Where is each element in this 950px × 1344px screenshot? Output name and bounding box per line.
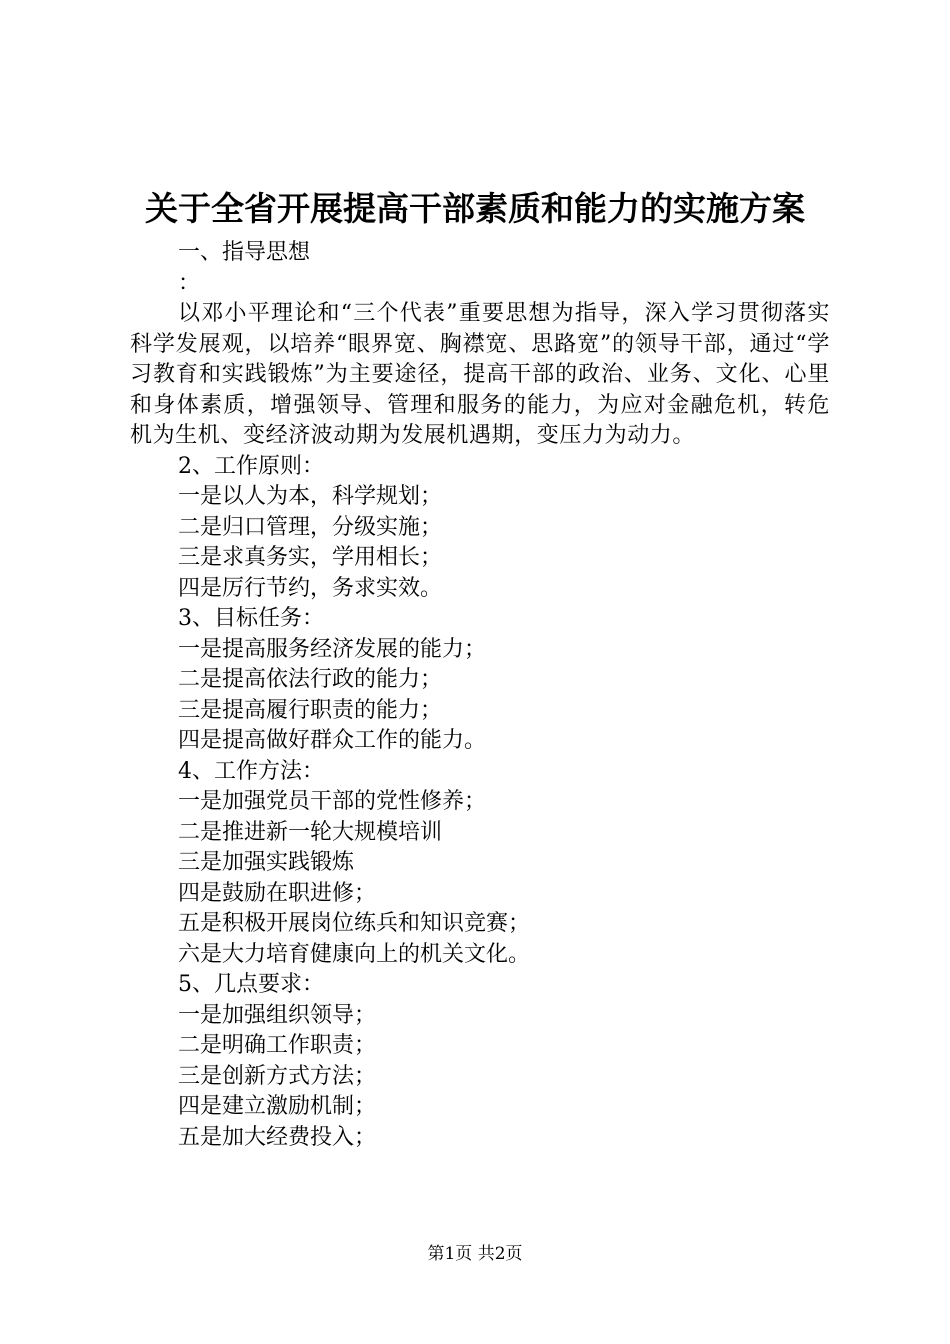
list-item: 一是提高服务经济发展的能力；	[178, 636, 487, 662]
guiding-ideology-paragraph: 以邓小平理论和“三个代表”重要思想为指导，深入学习贯彻落实科学发展观，以培养“眼界宽、胸襟宽、思路宽”的领导干部，通过“学习教育和实践锻炼”为主要途径，提高干部的政治、业务、文化、心里和身体素质，增强领导、管理和服务的能力，为应对金融危机，转危机为生机、变经济波动期为发展机遇期，变压力为动力。	[130, 301, 830, 448]
document-body	[130, 238, 830, 1153]
list-item: 一是以人为本，科学规划；	[178, 484, 443, 509]
list-item: 二是归口管理，分级实施；	[178, 514, 443, 540]
list-item: 三是加强实践锻炼	[178, 850, 355, 875]
list-item: 一是加强组织领导；	[178, 1002, 377, 1028]
list-item: 四是提高做好群众工作的能力。	[178, 728, 487, 753]
list-item: 五是积极开展岗位练兵和知识竞赛；	[178, 911, 531, 936]
list-item: 二是明确工作职责；	[178, 1033, 377, 1058]
document-title: 关于全省开展提高干部素质和能力的实施方案	[145, 189, 805, 228]
page-footer: 第1页 共2页	[427, 1244, 523, 1264]
list-item: 五是加大经费投入；	[178, 1124, 377, 1150]
list-item: 六是大力培育健康向上的机关文化。	[178, 941, 531, 967]
section-heading-work-principles: 2、工作原则：	[178, 453, 324, 479]
section-heading-goals-tasks: 3、目标任务：	[178, 606, 324, 631]
list-item: 三是求真务实，学用相长；	[178, 545, 443, 570]
list-item: 三是创新方式方法；	[178, 1063, 377, 1089]
list-item: 二是提高依法行政的能力；	[178, 667, 443, 692]
colon-line: ：	[178, 270, 201, 296]
list-item: 二是推进新一轮大规模培训	[178, 819, 443, 845]
list-item: 四是厉行节约，务求实效。	[178, 575, 443, 601]
section-heading-requirements: 5、几点要求：	[178, 972, 324, 997]
list-item: 四是建立激励机制；	[178, 1094, 377, 1119]
list-item: 三是提高履行职责的能力；	[178, 697, 443, 723]
list-item: 一是加强党员干部的党性修养；	[178, 789, 487, 814]
list-item: 四是鼓励在职进修；	[178, 880, 377, 906]
section-heading-work-methods: 4、工作方法：	[178, 758, 324, 784]
section-heading-guiding-ideology: 一、指导思想	[178, 240, 311, 265]
